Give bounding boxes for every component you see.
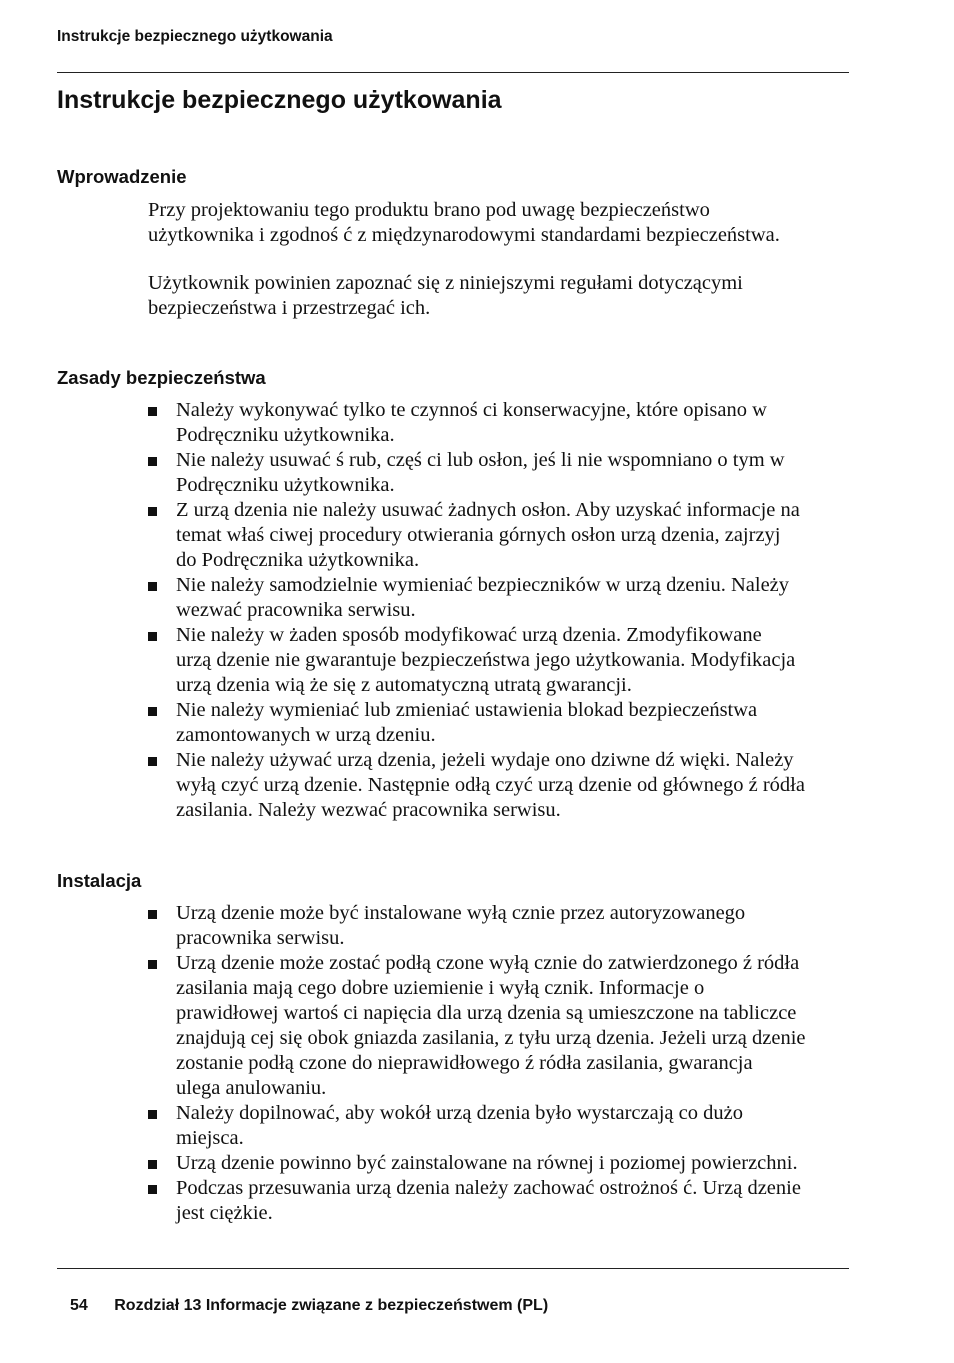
chapter-title: Rozdział 13 Informacje związane z bezpieczeństwem (PL) [114,1297,549,1314]
text-line: Urzą dzenie powinno być zainstalowane na równej i poziomej powierzchni. [176,1152,798,1174]
header-rule [57,72,849,73]
text-line: Urzą dzenie może być instalowane wyłą cznie przez autoryzowanego [176,902,746,924]
list-item [148,398,850,448]
bullet-square-icon [148,960,157,969]
bullet-square-icon [148,1110,157,1119]
list-item [148,1151,850,1176]
bullet-square-icon [148,582,157,591]
text-line: Podręczniku użytkownika. [176,474,395,496]
text-line: zasilania. Należy wezwać pracownika serwisu. [176,799,561,821]
list-item [148,1101,850,1151]
page-number: 54 [70,1297,88,1314]
bullet-square-icon [148,407,157,416]
section-heading-rules: Zasady bezpieczeństwa [57,367,266,388]
text-line: urzą dzenia wią że się z automatyczną utratą gwarancji. [176,674,632,696]
text-line: bezpieczeństwa i przestrzegać ich. [148,296,431,319]
list-item [148,1176,850,1226]
text-line: Użytkownik powinien zapoznać się z niniejszymi regułami dotyczącymi [148,272,743,294]
text-line: prawidłowej wartoś ci napięcia dla urzą dzenia są umieszczone na tabliczce [176,1002,797,1024]
text-line: Nie należy używać urzą dzenia, jeżeli wydaje ono dziwne dź więki. Należy [176,749,794,771]
text-line: Nie należy samodzielnie wymieniać bezpieczników w urzą dzeniu. Należy [176,574,790,596]
text-line: Podczas przesuwania urzą dzenia należy zachować ostrożnoś ć. Urzą dzenie [176,1177,801,1199]
bullet-square-icon [148,632,157,641]
text-line: użytkownika i zgodnoś ć z międzynarodowymi standardami bezpieczeństwa. [148,223,780,246]
section-heading-install: Instalacja [57,870,142,891]
intro-paragraph-1 [148,198,848,247]
text-line: zamontowanych w urzą dzeniu. [176,724,436,746]
text-line: ulega anulowaniu. [176,1077,327,1099]
list-item [148,901,850,951]
text-line: Należy wykonywać tylko te czynnoś ci konserwacyjne, które opisano w [176,399,767,421]
bullet-square-icon [148,757,157,766]
bullet-square-icon [148,707,157,716]
text-line: Nie należy usuwać ś rub, częś ci lub osłon, jeś li nie wspomniano o tym w [176,449,785,471]
bullet-square-icon [148,1160,157,1169]
text-line: Należy dopilnować, aby wokół urzą dzenia było wystarczają co dużo [176,1102,743,1124]
text-line: Urzą dzenie może zostać podłą czone wyłą cznie do zatwierdzonego ź ródła [176,952,800,974]
list-item [148,748,850,823]
intro-paragraph-2 [148,271,848,320]
text-line: temat właś ciwej procedury otwierania górnych osłon urzą dzenia, zajrzyj [176,524,781,546]
list-item [148,951,850,1101]
bullet-square-icon [148,457,157,466]
text-line: urzą dzenie nie gwarantuje bezpieczeństwa jego użytkowania. Modyfikacja [176,649,796,671]
text-line: miejsca. [176,1127,244,1149]
text-line: pracownika serwisu. [176,927,345,949]
footer-rule [57,1268,849,1269]
bullet-square-icon [148,1185,157,1194]
text-line: znajdują cej się obok gniazda zasilania, z tyłu urzą dzenia. Jeżeli urzą dzenie [176,1027,806,1049]
section-heading-intro: Wprowadzenie [57,166,187,187]
text-line: Podręczniku użytkownika. [176,424,395,446]
text-line: do Podręcznika użytkownika. [176,549,420,571]
text-line: Przy projektowaniu tego produktu brano pod uwagę bezpieczeństwo [148,199,710,221]
text-line: Z urzą dzenia nie należy usuwać żadnych osłon. Aby uzyskać informacje na [176,499,800,521]
page-title: Instrukcje bezpiecznego użytkowania [57,86,502,114]
text-line: Nie należy wymieniać lub zmieniać ustawienia blokad bezpieczeństwa [176,699,758,721]
text-line: wyłą czyć urzą dzenie. Następnie odłą czyć urzą dzenie od głównego ź ródła [176,774,805,796]
list-item [148,448,850,498]
install-list [148,901,850,1226]
running-header: Instrukcje bezpiecznego użytkowania [57,28,333,45]
text-line: Nie należy w żaden sposób modyfikować urzą dzenia. Zmodyfikowane [176,624,762,646]
list-item [148,498,850,573]
bullet-square-icon [148,507,157,516]
list-item [148,698,850,748]
text-line: zasilania mają cego dobre uziemienie i wyłą cznik. Informacje o [176,977,705,999]
text-line: wezwać pracownika serwisu. [176,599,416,621]
page-footer [70,1297,548,1315]
rules-list [148,398,850,823]
text-line: jest ciężkie. [176,1202,273,1224]
bullet-square-icon [148,910,157,919]
list-item [148,623,850,698]
list-item [148,573,850,623]
text-line: zostanie podłą czone do nieprawidłowego ź ródła zasilania, gwarancja [176,1052,753,1074]
